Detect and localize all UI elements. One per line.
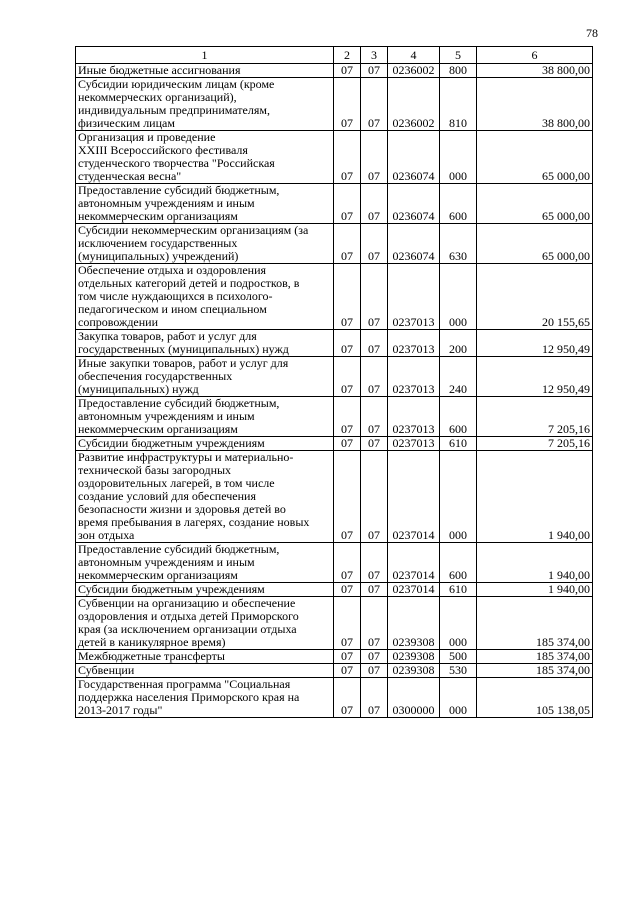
amount-cell: 7 205,16 [477, 397, 593, 437]
section-code-cell: 07 [334, 543, 361, 583]
section-code-cell: 07 [334, 357, 361, 397]
row-name-line: некоммерческим организациям [78, 422, 238, 436]
row-name-cell [76, 397, 334, 437]
row-name-line: XXIII Всероссийского фестиваля [78, 143, 248, 157]
amount-cell: 7 205,16 [477, 437, 593, 451]
row-name-line: некоммерческим организациям [78, 568, 238, 582]
amount-cell: 12 950,49 [477, 357, 593, 397]
row-name-line: Предоставление субсидий бюджетным, [78, 396, 280, 410]
table-header-row [76, 47, 593, 64]
expense-type-code-cell: 000 [440, 597, 477, 650]
expense-type-code-cell: 530 [440, 664, 477, 678]
expense-type-code-cell: 000 [440, 264, 477, 330]
table-row [76, 357, 593, 397]
target-item-code-cell: 0237013 [388, 357, 440, 397]
row-name-cell [76, 357, 334, 397]
subsection-code-cell: 07 [361, 451, 388, 543]
subsection-code-cell: 07 [361, 583, 388, 597]
row-name-line: технической базы загородных [78, 463, 232, 477]
row-name-line: поддержка населения Приморского края на [78, 690, 300, 704]
expense-type-code-cell: 000 [440, 678, 477, 718]
row-name-line: Субвенции на организацию и обеспечение [78, 596, 296, 610]
row-name-line: обеспечения государственных [78, 369, 233, 383]
row-name-line: оздоровительных лагерей, в том числе [78, 476, 275, 490]
row-name-line: детей в каникулярное время) [78, 635, 226, 649]
target-item-code-cell: 0236002 [388, 78, 440, 131]
expense-type-code-cell: 800 [440, 64, 477, 78]
row-name-line: Иные закупки товаров, работ и услуг для [78, 356, 289, 370]
section-code-cell: 07 [334, 664, 361, 678]
section-code-cell: 07 [334, 397, 361, 437]
column-header: 4 [388, 47, 440, 64]
expense-type-code-cell: 810 [440, 78, 477, 131]
table-row [76, 451, 593, 543]
row-name-cell [76, 664, 334, 678]
amount-cell: 185 374,00 [477, 650, 593, 664]
row-name-line: некоммерческих организаций), [78, 90, 237, 104]
amount-cell: 1 940,00 [477, 543, 593, 583]
table-row [76, 650, 593, 664]
table-row [76, 264, 593, 330]
table-row [76, 131, 593, 184]
row-name-line: (муниципальных) учреждений) [78, 249, 239, 263]
row-name-line: (муниципальных) нужд [78, 382, 199, 396]
section-code-cell: 07 [334, 78, 361, 131]
section-code-cell: 07 [334, 64, 361, 78]
subsection-code-cell: 07 [361, 330, 388, 357]
row-name-line: автономным учреждениям и иным [78, 196, 255, 210]
target-item-code-cell: 0239308 [388, 664, 440, 678]
column-header: 2 [334, 47, 361, 64]
expense-type-code-cell: 200 [440, 330, 477, 357]
target-item-code-cell: 0237014 [388, 451, 440, 543]
row-name-line: Межбюджетные трансферты [78, 649, 225, 663]
table-row [76, 597, 593, 650]
table-row [76, 583, 593, 597]
row-name-line: время пребывания в лагерях, создание новых [78, 515, 310, 529]
subsection-code-cell: 07 [361, 64, 388, 78]
amount-cell: 105 138,05 [477, 678, 593, 718]
subsection-code-cell: 07 [361, 357, 388, 397]
row-name-line: индивидуальным предпринимателям, [78, 103, 270, 117]
section-code-cell: 07 [334, 224, 361, 264]
target-item-code-cell: 0239308 [388, 650, 440, 664]
subsection-code-cell: 07 [361, 131, 388, 184]
table-row [76, 543, 593, 583]
expense-type-code-cell: 500 [440, 650, 477, 664]
section-code-cell: 07 [334, 264, 361, 330]
row-name-line: Субсидии бюджетным учреждениям [78, 582, 265, 596]
table-row [76, 678, 593, 718]
row-name-line: Организация и проведение [78, 130, 216, 144]
row-name-line: исключением государственных [78, 236, 238, 250]
amount-cell: 1 940,00 [477, 451, 593, 543]
section-code-cell: 07 [334, 184, 361, 224]
subsection-code-cell: 07 [361, 597, 388, 650]
amount-cell: 185 374,00 [477, 664, 593, 678]
row-name-line: Закупка товаров, работ и услуг для [78, 329, 257, 343]
subsection-code-cell: 07 [361, 678, 388, 718]
row-name-line: автономным учреждениям и иным [78, 409, 255, 423]
subsection-code-cell: 07 [361, 224, 388, 264]
row-name-line: создание условий для обеспечения [78, 489, 256, 503]
expense-type-code-cell: 600 [440, 543, 477, 583]
amount-cell: 12 950,49 [477, 330, 593, 357]
expense-type-code-cell: 000 [440, 451, 477, 543]
row-name-line: физическим лицам [78, 116, 175, 130]
target-item-code-cell: 0237013 [388, 330, 440, 357]
row-name-line: студенческая весна" [78, 169, 182, 183]
target-item-code-cell: 0237014 [388, 543, 440, 583]
row-name-line: Субсидии юридическим лицам (кроме [78, 77, 275, 91]
section-code-cell: 07 [334, 650, 361, 664]
subsection-code-cell: 07 [361, 543, 388, 583]
row-name-line: Предоставление субсидий бюджетным, [78, 542, 280, 556]
table-row [76, 224, 593, 264]
table-row [76, 78, 593, 131]
section-code-cell: 07 [334, 678, 361, 718]
subsection-code-cell: 07 [361, 184, 388, 224]
section-code-cell: 07 [334, 437, 361, 451]
section-code-cell: 07 [334, 330, 361, 357]
row-name-line: сопровождении [78, 315, 159, 329]
row-name-cell [76, 78, 334, 131]
expense-type-code-cell: 600 [440, 184, 477, 224]
row-name-line: зон отдыха [78, 528, 135, 542]
row-name-line: некоммерческим организациям [78, 209, 238, 223]
row-name-line: 2013-2017 годы" [78, 703, 163, 717]
target-item-code-cell: 0236074 [388, 224, 440, 264]
row-name-line: Обеспечение отдыха и оздоровления [78, 263, 267, 277]
row-name-line: безопасности жизни и здоровья детей во [78, 502, 286, 516]
target-item-code-cell: 0237013 [388, 264, 440, 330]
target-item-code-cell: 0236074 [388, 184, 440, 224]
target-item-code-cell: 0237013 [388, 397, 440, 437]
expense-type-code-cell: 240 [440, 357, 477, 397]
amount-cell: 65 000,00 [477, 224, 593, 264]
row-name-line: государственных (муниципальных) нужд [78, 342, 289, 356]
expense-type-code-cell: 610 [440, 437, 477, 451]
table-row [76, 184, 593, 224]
row-name-line: края (за исключением организации отдыха [78, 622, 297, 636]
row-name-cell [76, 650, 334, 664]
amount-cell: 65 000,00 [477, 184, 593, 224]
target-item-code-cell: 0237014 [388, 583, 440, 597]
page-number: 78 [586, 26, 598, 40]
row-name-line: Государственная программа "Социальная [78, 677, 291, 691]
subsection-code-cell: 07 [361, 264, 388, 330]
row-name-line: оздоровления и отдыха детей Приморского [78, 609, 299, 623]
row-name-cell [76, 451, 334, 543]
table-row [76, 437, 593, 451]
row-name-line: автономным учреждениям и иным [78, 555, 255, 569]
row-name-line: Иные бюджетные ассигнования [78, 63, 241, 77]
row-name-cell [76, 264, 334, 330]
expense-type-code-cell: 610 [440, 583, 477, 597]
section-code-cell: 07 [334, 597, 361, 650]
column-header: 1 [76, 47, 334, 64]
target-item-code-cell: 0300000 [388, 678, 440, 718]
budget-table [75, 46, 593, 718]
amount-cell: 65 000,00 [477, 131, 593, 184]
target-item-code-cell: 0239308 [388, 597, 440, 650]
table-row [76, 397, 593, 437]
row-name-line: студенческого творчества "Российская [78, 156, 275, 170]
row-name-cell [76, 597, 334, 650]
expense-type-code-cell: 630 [440, 224, 477, 264]
section-code-cell: 07 [334, 131, 361, 184]
row-name-cell [76, 678, 334, 718]
expense-type-code-cell: 000 [440, 131, 477, 184]
row-name-cell [76, 583, 334, 597]
row-name-cell [76, 224, 334, 264]
amount-cell: 38 800,00 [477, 64, 593, 78]
column-header: 3 [361, 47, 388, 64]
column-header: 6 [477, 47, 593, 64]
amount-cell: 38 800,00 [477, 78, 593, 131]
row-name-line: Развитие инфраструктуры и материально- [78, 450, 294, 464]
amount-cell: 1 940,00 [477, 583, 593, 597]
target-item-code-cell: 0236074 [388, 131, 440, 184]
row-name-cell [76, 184, 334, 224]
row-name-line: Предоставление субсидий бюджетным, [78, 183, 280, 197]
row-name-line: том числе нуждающихся в психолого- [78, 289, 273, 303]
row-name-cell [76, 330, 334, 357]
row-name-cell [76, 543, 334, 583]
row-name-line: Субсидии некоммерческим организациям (за [78, 223, 309, 237]
row-name-cell [76, 131, 334, 184]
subsection-code-cell: 07 [361, 664, 388, 678]
subsection-code-cell: 07 [361, 650, 388, 664]
section-code-cell: 07 [334, 583, 361, 597]
target-item-code-cell: 0237013 [388, 437, 440, 451]
amount-cell: 20 155,65 [477, 264, 593, 330]
section-code-cell: 07 [334, 451, 361, 543]
row-name-line: отдельных категорий детей и подростков, в [78, 276, 300, 290]
subsection-code-cell: 07 [361, 437, 388, 451]
row-name-cell [76, 64, 334, 78]
amount-cell: 185 374,00 [477, 597, 593, 650]
column-header: 5 [440, 47, 477, 64]
row-name-line: педагогическом и ином специальном [78, 302, 267, 316]
row-name-cell [76, 437, 334, 451]
table-row [76, 64, 593, 78]
subsection-code-cell: 07 [361, 78, 388, 131]
table-row [76, 664, 593, 678]
row-name-line: Субсидии бюджетным учреждениям [78, 436, 265, 450]
expense-type-code-cell: 600 [440, 397, 477, 437]
target-item-code-cell: 0236002 [388, 64, 440, 78]
subsection-code-cell: 07 [361, 397, 388, 437]
table-row [76, 330, 593, 357]
row-name-line: Субвенции [78, 663, 135, 677]
